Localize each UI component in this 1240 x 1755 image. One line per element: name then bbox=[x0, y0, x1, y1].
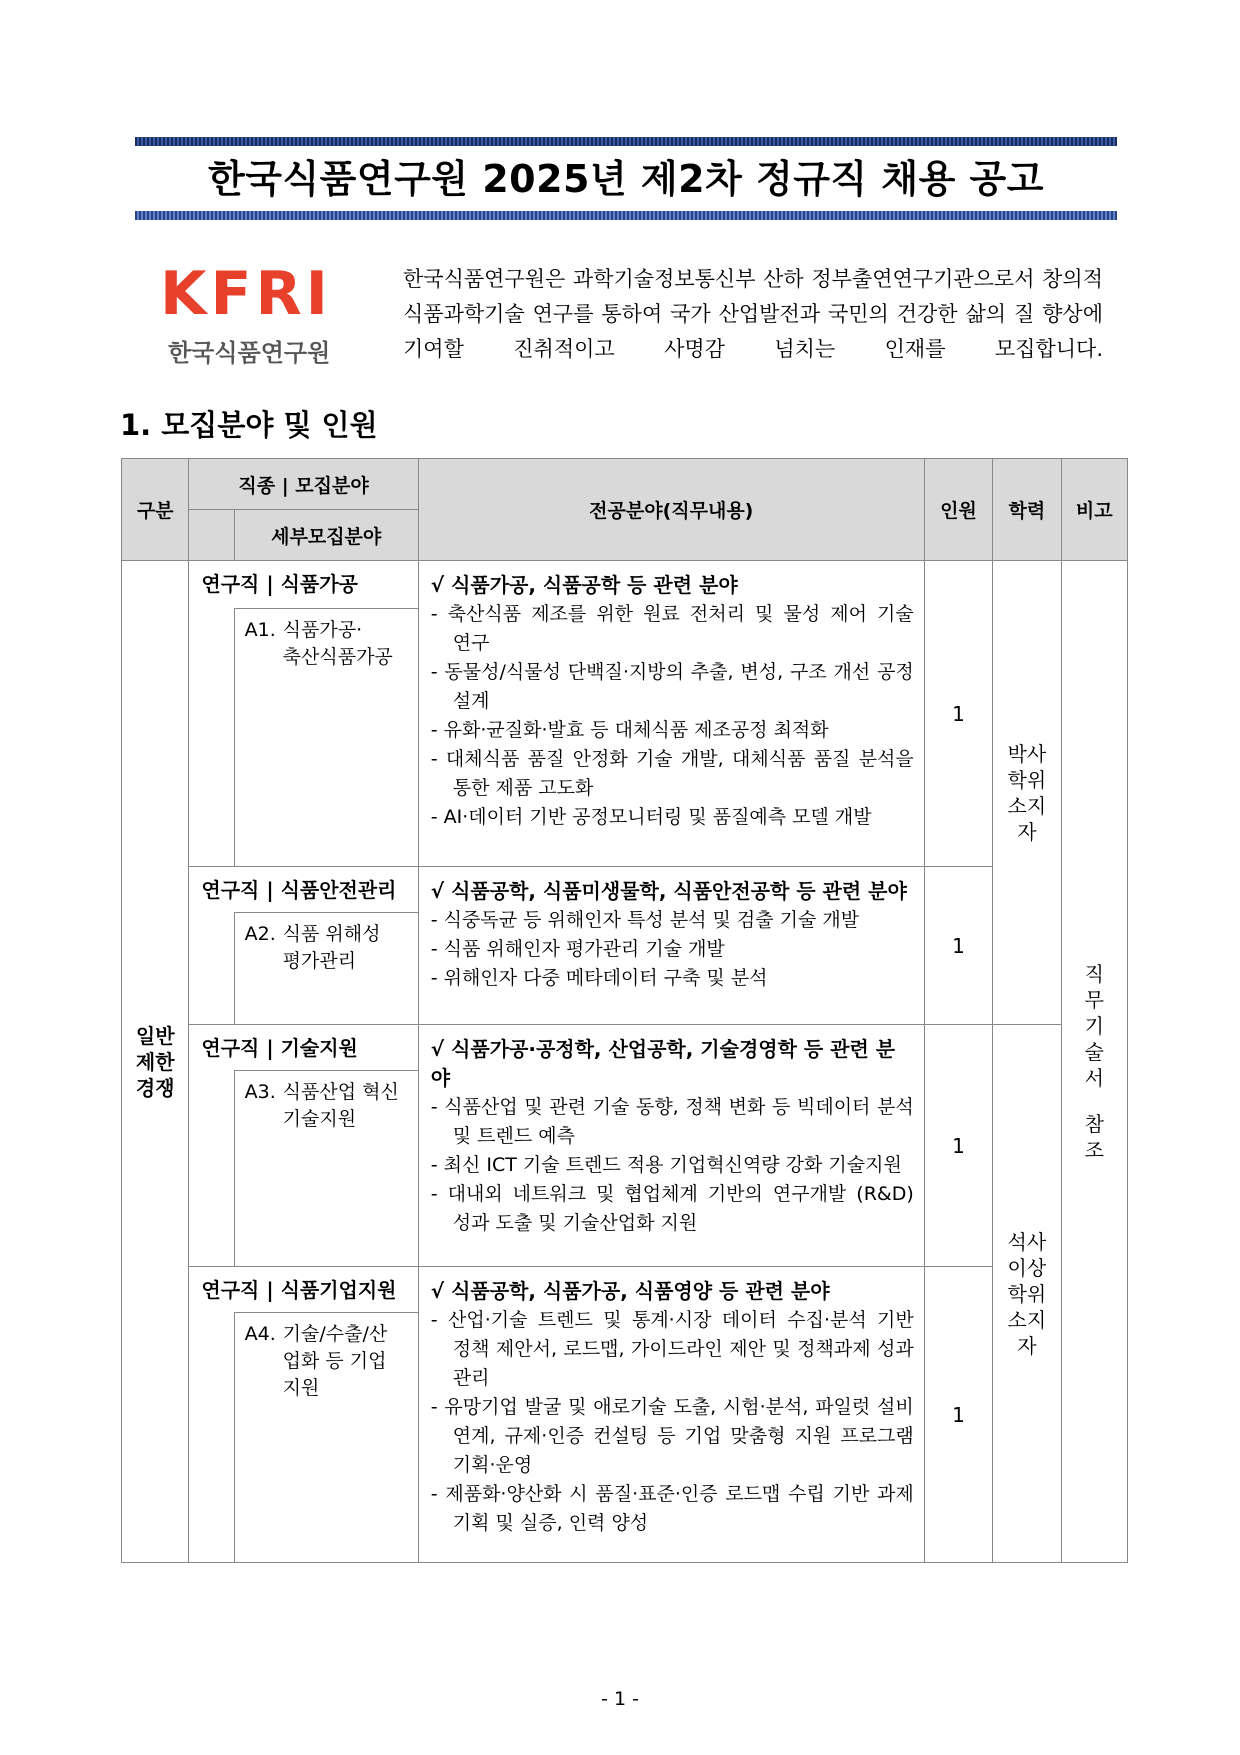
major-cell-a2 bbox=[418, 867, 924, 1025]
header-note: 비고 bbox=[1061, 459, 1127, 561]
major-cell-a1 bbox=[418, 561, 924, 867]
note-char: 기 bbox=[1084, 1013, 1104, 1038]
page-number: - 1 - bbox=[601, 1688, 639, 1710]
sub-name-a2: 식품 위해성 평가관리 bbox=[282, 923, 381, 972]
header-blank bbox=[189, 510, 234, 561]
major-head-a1: √ 식품가공, 식품공학 등 관련 분야 bbox=[430, 573, 738, 597]
major-item: - 대내외 네트워크 및 협업체계 기반의 연구개발 (R&D) 성과 도출 및 기술산업화 지원 bbox=[430, 1183, 914, 1234]
note-char: 직 bbox=[1084, 961, 1104, 986]
note-text bbox=[1062, 961, 1127, 1163]
job-field-a1: 연구직 | 식품가공 bbox=[189, 561, 418, 609]
major-head-a3: √ 식품가공·공정학, 산업공학, 기술경영학 등 관련 분야 bbox=[430, 1037, 896, 1090]
title-bar-bottom bbox=[135, 211, 1117, 220]
major-item: - 위해인자 다중 메타데이터 구축 및 분석 bbox=[430, 967, 768, 989]
major-cell-a4 bbox=[418, 1267, 924, 1563]
sub-name-a3: 식품산업 혁신 기술지원 bbox=[282, 1081, 399, 1130]
category-cell: 일반 제한 경쟁 bbox=[122, 561, 189, 1563]
sub-code-a4: A4. bbox=[244, 1323, 276, 1345]
header-row bbox=[122, 459, 1128, 510]
sub-code-a3: A3. bbox=[244, 1081, 276, 1103]
count-a1: 1 bbox=[924, 561, 992, 867]
section-title: 1. 모집분야 및 인원 bbox=[120, 408, 378, 442]
major-item: - 동물성/식물성 단백질·지방의 추출, 변성, 구조 개선 공정 설계 bbox=[430, 661, 914, 712]
major-cell-a3 bbox=[418, 1025, 924, 1267]
major-item: - AI·데이터 기반 공정모니터링 및 품질예측 모델 개발 bbox=[430, 806, 872, 828]
job-field-a3: 연구직 | 기술지원 bbox=[189, 1025, 418, 1071]
major-item: - 대체식품 품질 안정화 기술 개발, 대체식품 품질 분석을 통한 제품 고도화 bbox=[430, 748, 914, 799]
major-item: - 식중독균 등 위해인자 특성 분석 및 검출 기술 개발 bbox=[430, 909, 860, 931]
intro-paragraph: 한국식품연구원은 과학기술정보통신부 산하 정부출연연구기관으로서 창의적 식품과학기술 연구를 통하여 국가 산업발전과 국민의 건강한 삶의 질 향상에 기여할 진취적이고 사명감 넘치는 인재를 모집합니다. bbox=[403, 267, 1103, 361]
major-item: - 최신 ICT 기술 트렌드 적용 기업혁신역량 강화 기술지원 bbox=[430, 1154, 902, 1176]
note-char: 참 bbox=[1084, 1111, 1104, 1136]
table-row-a2-head bbox=[122, 867, 1128, 913]
table-row-a3-head bbox=[122, 1025, 1128, 1071]
major-item: - 유화·균질화·발효 등 대체식품 제조공정 최적화 bbox=[430, 719, 829, 741]
header-education: 학력 bbox=[993, 459, 1061, 561]
note-char: 술 bbox=[1084, 1039, 1104, 1064]
sub-code-a1: A1. bbox=[244, 619, 276, 641]
major-item: - 유망기업 발굴 및 애로기술 도출, 시험·분석, 파일럿 설비 연계, 규제·인증 컨설팅 등 기업 맞춤형 지원 프로그램 기획·운영 bbox=[430, 1396, 914, 1476]
indent-blank bbox=[189, 1071, 234, 1267]
count-a3: 1 bbox=[924, 1025, 992, 1267]
indent-blank bbox=[189, 609, 234, 867]
note-char: 서 bbox=[1084, 1065, 1104, 1090]
table-row-a1-head bbox=[122, 561, 1128, 609]
job-field-a2: 연구직 | 식품안전관리 bbox=[189, 867, 418, 913]
sub-field-a4 bbox=[234, 1313, 418, 1563]
major-item: - 제품화·양산화 시 품질·표준·인증 로드맵 수립 기반 과제 기획 및 실증, 인력 양성 bbox=[430, 1483, 914, 1534]
note-char bbox=[1062, 1091, 1127, 1111]
title-bar-top bbox=[135, 137, 1117, 146]
sub-field-a3 bbox=[234, 1071, 418, 1267]
header-job-field: 직종 | 모집분야 bbox=[189, 459, 418, 510]
kfri-logo bbox=[160, 259, 360, 372]
sub-name-a1: 식품가공· 축산식품가공 bbox=[282, 619, 393, 668]
sub-code-a2: A2. bbox=[244, 923, 276, 945]
note-cell bbox=[1061, 561, 1127, 1563]
sub-name-a4: 기술/수출/산 업화 등 기업 지원 bbox=[282, 1323, 388, 1399]
major-item: - 식품산업 및 관련 기술 동향, 정책 변화 등 빅데이터 분석 및 트렌드 예측 bbox=[430, 1096, 914, 1147]
job-field-a4: 연구직 | 식품기업지원 bbox=[189, 1267, 418, 1313]
logo-wordmark: KFRI bbox=[160, 259, 333, 329]
note-char: 무 bbox=[1084, 987, 1104, 1012]
note-char: 조 bbox=[1084, 1137, 1104, 1162]
count-a4: 1 bbox=[924, 1267, 992, 1563]
count-a2: 1 bbox=[924, 867, 992, 1025]
logo-name: 한국식품연구원 bbox=[168, 339, 331, 367]
header-major: 전공분야(직무내용) bbox=[418, 459, 924, 561]
page-title: 한국식품연구원 2025년 제2차 정규직 채용 공고 bbox=[208, 157, 1044, 201]
major-head-a2: √ 식품공학, 식품미생물학, 식품안전공학 등 관련 분야 bbox=[430, 879, 907, 903]
header-sub-field: 세부모집분야 bbox=[234, 510, 418, 561]
sub-field-a2 bbox=[234, 913, 418, 1025]
indent-blank bbox=[189, 1313, 234, 1563]
header-category: 구분 bbox=[122, 459, 189, 561]
major-item: - 축산식품 제조를 위한 원료 전처리 및 물성 제어 기술 연구 bbox=[430, 603, 914, 654]
sub-field-a1 bbox=[234, 609, 418, 867]
education-masters: 석사 이상 학위 소지 자 bbox=[993, 1025, 1061, 1563]
recruitment-table bbox=[121, 458, 1128, 1563]
major-head-a4: √ 식품공학, 식품가공, 식품영양 등 관련 분야 bbox=[430, 1279, 830, 1303]
education-phd: 박사 학위 소지 자 bbox=[993, 561, 1061, 1025]
header-count: 인원 bbox=[924, 459, 992, 561]
indent-blank bbox=[189, 913, 234, 1025]
major-item: - 식품 위해인자 평가관리 기술 개발 bbox=[430, 938, 725, 960]
table-row-a4-head bbox=[122, 1267, 1128, 1313]
major-item: - 산업·기술 트렌드 및 통계·시장 데이터 수집·분석 기반 정책 제안서, 로드맵, 가이드라인 제안 및 정책과제 성과 관리 bbox=[430, 1309, 914, 1389]
